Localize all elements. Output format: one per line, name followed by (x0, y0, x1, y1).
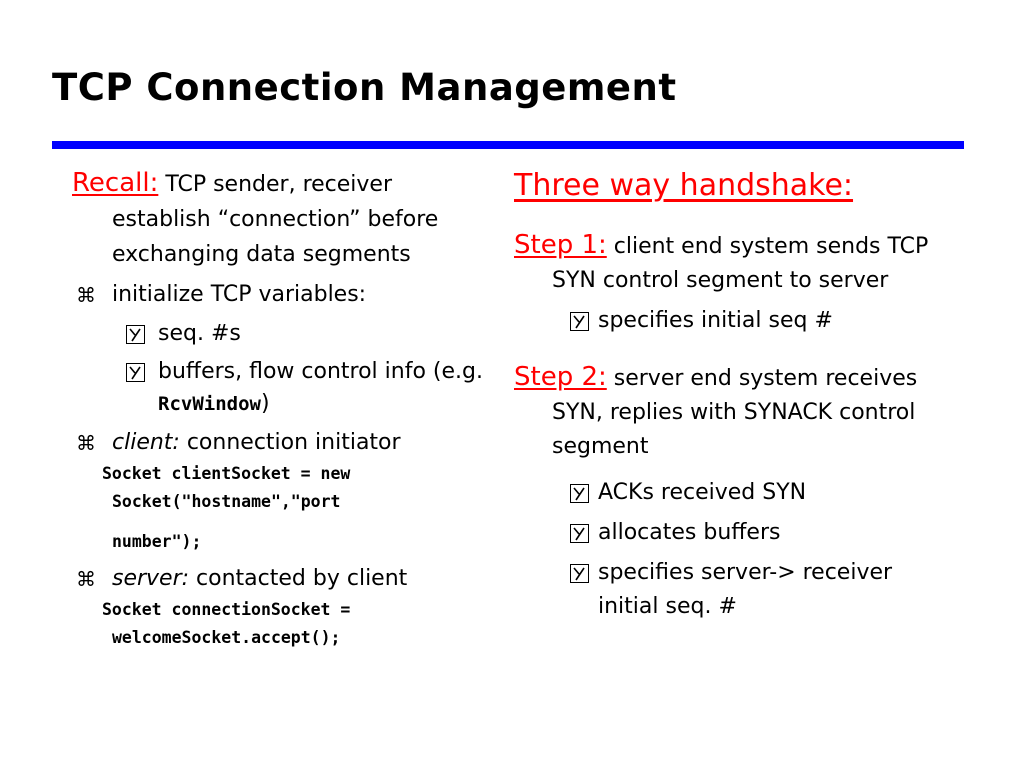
code-line: Socket connectionSocket = (102, 600, 351, 619)
step2-sub-bullet (514, 516, 954, 550)
checkbox-y-icon (126, 325, 145, 344)
command-key-icon: ⌘ (76, 283, 96, 307)
step1-label: Step 1: (514, 230, 607, 260)
command-key-icon: ⌘ (76, 431, 96, 455)
step2-label: Step 2: (514, 362, 607, 392)
handshake-heading: Three way handshake: (514, 168, 854, 203)
code-line: Socket clientSocket = new (102, 464, 351, 483)
sub-bullet-text: allocates buffers (598, 520, 781, 545)
sub-bullet-buffers (72, 356, 492, 420)
checkbox-y-icon (570, 312, 589, 331)
sub-bullet-text: buffers, flow control info (e.g. (158, 359, 483, 384)
step2-text: server end system receives SYN, replies with SYNACK control segment (552, 366, 918, 459)
sub-bullet-seq (72, 318, 492, 350)
checkbox-y-icon (570, 524, 589, 543)
bullet-client (72, 426, 492, 460)
client-socket-code (72, 460, 492, 556)
bullet-server (72, 562, 492, 596)
sub-bullet-text: seq. #s (158, 321, 241, 346)
recall-paragraph (72, 166, 492, 272)
bullet-text: contacted by client (189, 566, 408, 591)
sub-bullet-text: ACKs received SYN (598, 480, 807, 505)
sub-bullet-text: specifies initial seq # (598, 308, 833, 333)
code-line: welcomeSocket.accept(); (112, 628, 341, 647)
command-key-icon: ⌘ (76, 567, 96, 591)
bullet-init-tcp (72, 278, 492, 312)
rcvwindow-code: RcvWindow (158, 393, 261, 415)
step1-paragraph (514, 228, 954, 298)
left-column (72, 166, 492, 652)
bullet-text: connection initiator (179, 430, 401, 455)
bullet-italic-label: client: (112, 430, 180, 455)
step1-sub-bullet (514, 304, 954, 338)
step1-text: client end system sends TCP SYN control segment to server (552, 234, 929, 293)
title-underline-bar (52, 141, 964, 149)
checkbox-y-icon (570, 484, 589, 503)
checkbox-y-icon (126, 363, 145, 382)
slide-title: TCP Connection Management (52, 66, 677, 109)
bullet-text: initialize TCP variables: (112, 282, 367, 307)
sub-bullet-text-end: ) (260, 391, 270, 416)
recall-label: Recall: (72, 168, 159, 198)
step2-paragraph (514, 360, 954, 464)
recall-text: TCP sender, receiver establish “connection” before exchanging data segments (112, 172, 439, 267)
code-line: Socket("hostname","port (112, 492, 341, 511)
right-column (514, 166, 954, 624)
sub-bullet-text: specifies server-> receiver initial seq. # (598, 560, 893, 619)
code-line: number"); (112, 532, 202, 551)
bullet-italic-label: server: (112, 566, 190, 591)
step2-sub-bullet (514, 556, 954, 624)
step2-sub-bullet (514, 476, 954, 510)
checkbox-y-icon (570, 564, 589, 583)
server-socket-code (72, 596, 492, 652)
